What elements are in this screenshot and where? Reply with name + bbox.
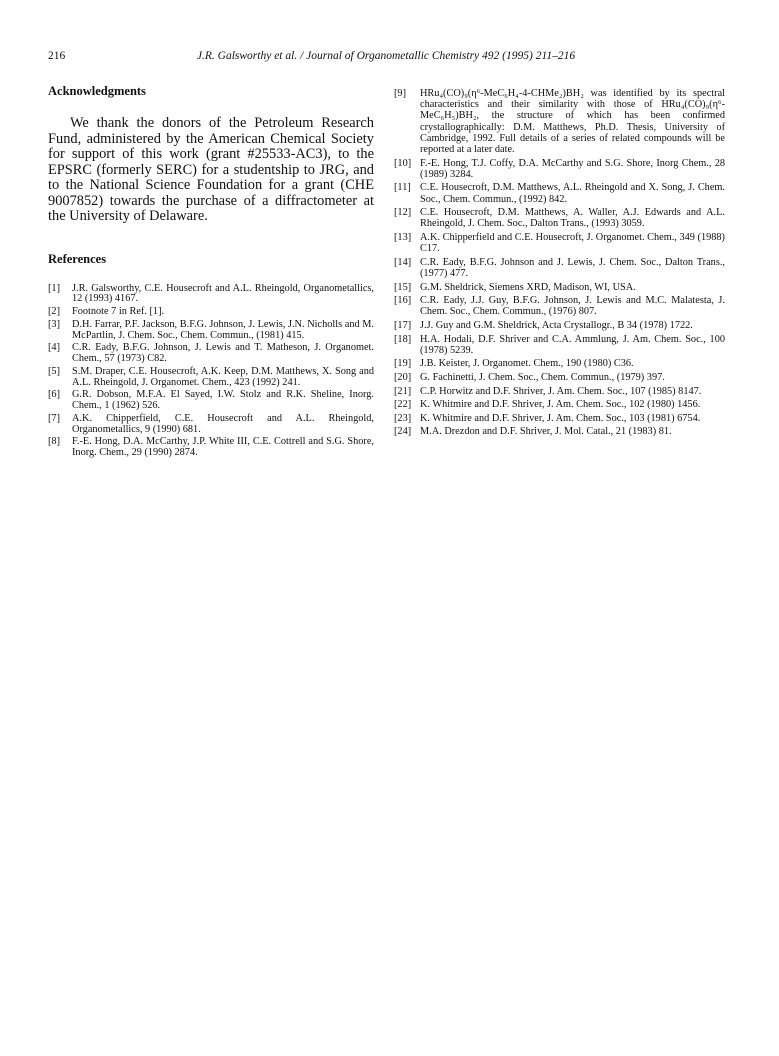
reference-item (48, 414, 374, 436)
reference-number: [15] (394, 281, 412, 293)
reference-text: H.A. Hodali, D.F. Shriver and C.A. Ammlung, J. Am. Chem. Soc., 100 (1978) 5239. (420, 333, 725, 356)
reference-number: [10] (394, 157, 412, 169)
reference-text: F.-E. Hong, T.J. Coffy, D.A. McCarthy and S.G. Shore, Inorg Chem., 28 (1989) 3284. (420, 157, 725, 180)
reference-number: [4] (48, 342, 61, 354)
reference-text: G. Fachinetti, J. Chem. Soc., Chem. Commun., (1979) 397. (420, 371, 665, 383)
references-heading: References (48, 251, 107, 266)
reference-text: HRu₄(CO)₉(η⁶-MeC₆H₄-4-CHMe₂)BH₂ was identified by its spectral characteristics and their similarity with those of HRu₄(CO)₉(η⁶-MeC₆H₅)BH₂, the structure of which has been confirmed crystallographically: D.M. Matthews, Ph.D. Thesis, University of Cambridge, 1992. Full details of a series of related compounds will be reported at a later date. (420, 88, 725, 156)
reference-item (394, 372, 725, 383)
reference-number: [16] (394, 295, 412, 307)
reference-number: [6] (48, 389, 61, 401)
reference-number: [3] (48, 318, 61, 330)
reference-item (394, 88, 725, 155)
reference-number: [21] (394, 385, 412, 397)
reference-number: [8] (48, 436, 61, 448)
reference-text: C.E. Housecroft, D.M. Matthews, A. Waller, A.J. Edwards and A.L. Rheingold, J. Chem. Soc., Dalton Trans., (1993) 3059. (420, 207, 725, 230)
reference-item (394, 399, 725, 410)
reference-text: J.R. Galsworthy, C.E. Housecroft and A.L. Rheingold, Organometallics, 12 (1993) 4167. (72, 282, 374, 305)
reference-list-left (48, 284, 374, 459)
reference-item (48, 320, 374, 342)
reference-text: Footnote 7 in Ref. [1]. (72, 306, 165, 317)
running-head: J.R. Galsworthy et al. / Journal of Organometallic Chemistry 492 (1995) 211–216 (196, 50, 576, 62)
reference-text: J.J. Guy and G.M. Sheldrick, Acta Crystallogr., B 34 (1978) 1722. (420, 319, 693, 331)
reference-text: M.A. Drezdon and D.F. Shriver, J. Mol. Catal., 21 (1983) 81. (420, 426, 672, 438)
reference-text: S.M. Draper, C.E. Housecroft, A.K. Keep, D.M. Matthews, X. Song and A.L. Rheingold, J. Organomet. Chem., 423 (1992) 241. (72, 365, 374, 388)
reference-number: [13] (394, 232, 412, 243)
reference-item (394, 334, 725, 356)
reference-text: C.E. Housecroft, D.M. Matthews, A.L. Rheingold and X. Song, J. Chem. Soc., Chem. Commun., (1992) 842. (420, 182, 725, 205)
reference-text: C.P. Horwitz and D.F. Shriver, J. Am. Chem. Soc., 107 (1985) 8147. (420, 385, 702, 397)
reference-text: C.R. Eady, J.J. Guy, B.F.G. Johnson, J. Lewis and M.C. Malatesta, J. Chem. Soc., Chem. Commun., (1976) 807. (420, 295, 725, 318)
right-column (394, 88, 725, 440)
reference-item (48, 390, 374, 412)
reference-number: [24] (394, 426, 412, 438)
reference-text: C.R. Eady, B.F.G. Johnson and J. Lewis, J. Chem. Soc., Dalton Trans., (1977) 477. (420, 256, 725, 279)
reference-item (394, 207, 725, 229)
reference-number: [20] (394, 371, 412, 383)
acknowledgments-section (48, 84, 374, 225)
reference-number: [19] (394, 358, 412, 370)
page-header (48, 50, 724, 68)
reference-number: [5] (48, 365, 61, 377)
reference-item (394, 386, 725, 397)
reference-number: [7] (48, 412, 61, 424)
reference-number: [11] (394, 182, 411, 194)
reference-item (48, 284, 374, 306)
references-section (48, 252, 374, 459)
reference-number: [12] (394, 207, 412, 219)
reference-number: [17] (394, 319, 412, 331)
reference-text: K. Whitmire and D.F. Shriver, J. Am. Chem. Soc., 103 (1981) 6754. (420, 412, 701, 424)
reference-number: [22] (394, 399, 412, 411)
reference-item (48, 307, 374, 318)
reference-item (48, 367, 374, 389)
reference-item (48, 437, 374, 459)
reference-number: [23] (394, 412, 412, 424)
reference-number: [9] (394, 88, 407, 99)
reference-item (394, 320, 725, 331)
reference-item (394, 295, 725, 317)
reference-item (394, 358, 725, 369)
reference-item (394, 426, 725, 437)
reference-item (394, 232, 725, 254)
reference-item (48, 343, 374, 365)
reference-item (394, 282, 725, 293)
acknowledgments-text: We thank the donors of the Petroleum Research Fund, administered by the American Chemical Society for support of this work (grant #25533-AC3), to the EPSRC (formerly SERC) for a studentship to JRG, and to the National Science Foundation for a grant (CHE 9007852) towards the purchase of a diffractometer at the University of Delaware. (48, 115, 374, 224)
reference-item (394, 257, 725, 279)
reference-text: A.K. Chipperfield, C.E. Housecroft and A.L. Rheingold, Organometallics, 9 (1990) 681. (72, 412, 374, 435)
reference-text: G.M. Sheldrick, Siemens XRD, Madison, WI, USA. (420, 281, 636, 293)
reference-text: C.R. Eady, B.F.G. Johnson, J. Lewis and T. Matheson, J. Organomet. Chem., 57 (1973) C82. (72, 342, 374, 364)
reference-text: J.B. Keister, J. Organomet. Chem., 190 (1980) C36. (420, 358, 634, 370)
reference-item (394, 182, 725, 204)
reference-item (394, 158, 725, 180)
reference-number: [2] (48, 306, 61, 317)
reference-item (394, 413, 725, 424)
reference-number: [18] (394, 333, 412, 345)
reference-text: F.-E. Hong, D.A. McCarthy, J.P. White III, C.E. Cottrell and S.G. Shore, Inorg. Chem., 29 (1990) 2874. (72, 436, 374, 458)
reference-number: [1] (48, 282, 61, 294)
page-number: 216 (48, 50, 66, 62)
reference-text: A.K. Chipperfield and C.E. Housecroft, J. Organomet. Chem., 349 (1988) C17. (420, 232, 725, 255)
left-column (48, 84, 374, 461)
acknowledgments-heading: Acknowledgments (48, 84, 146, 98)
reference-text: D.H. Farrar, P.F. Jackson, B.F.G. Johnson, J. Lewis, J.N. Nicholls and M. McPartlin, J. Chem. Soc., Chem. Commun., (1981) 415. (72, 318, 374, 341)
reference-text: G.R. Dobson, M.F.A. El Sayed, I.W. Stolz and R.K. Sheline, Inorg. Chem., 1 (1962) 526. (72, 389, 374, 411)
reference-list-right (394, 88, 725, 438)
reference-text: K. Whitmire and D.F. Shriver, J. Am. Chem. Soc., 102 (1980) 1456. (420, 399, 701, 411)
reference-number: [14] (394, 256, 412, 268)
